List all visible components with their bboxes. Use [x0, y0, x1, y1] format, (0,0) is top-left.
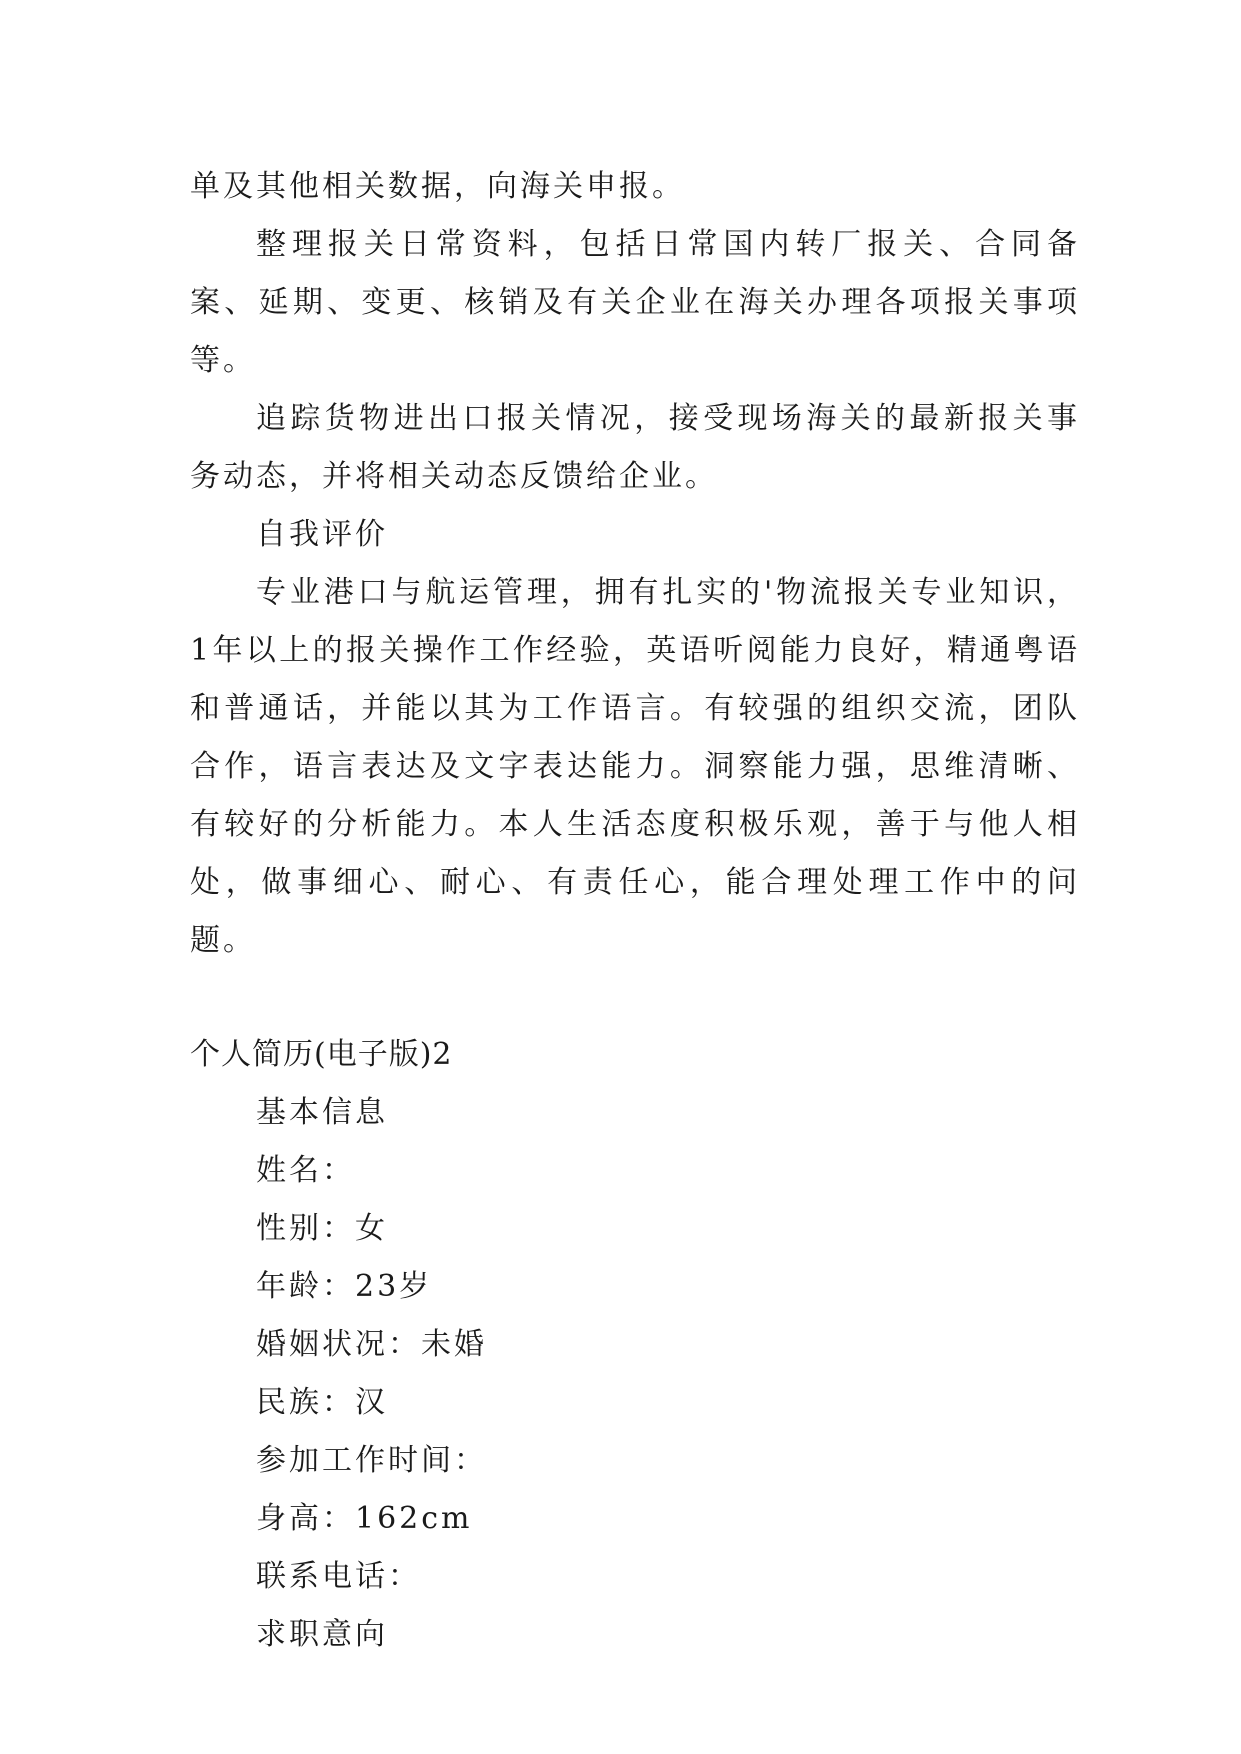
- paragraph-tracking: 追踪货物进出口报关情况，接受现场海关的最新报关事务动态，并将相关动态反馈给企业。: [190, 401, 1080, 494]
- paragraph-self-evaluation: 专业港口与航运管理，拥有扎实的'物流报关专业知识，1年以上的报关操作工作经验，英语听阅能力良好，精通粤语和普通话，并能以其为工作语言。有较强的组织交流，团队合作，语言表达及文字表达能力。洞察能力强，思维清晰、有较好的分析能力。本人生活态度积极乐观，善于与他人相处，做事细心、耐心、有责任心，能合理处理工作中的问题。: [190, 575, 1080, 958]
- field-ethnicity: 民族：汉: [256, 1385, 388, 1420]
- heading-basic-info: 基本信息: [256, 1095, 388, 1130]
- paragraph-customs-documents: 整理报关日常资料，包括日常国内转厂报关、合同备案、延期、变更、核销及有关企业在海关办理各项报关事项等。: [190, 227, 1080, 378]
- document-body: [190, 158, 1080, 1664]
- field-height: 身高：162cm: [256, 1501, 473, 1536]
- resume-title: 个人简历(电子版)2: [190, 1037, 453, 1072]
- heading-self-evaluation: 自我评价: [256, 517, 388, 552]
- section-spacer: [190, 970, 1080, 1026]
- heading-job-intention: 求职意向: [256, 1617, 388, 1652]
- field-name: 姓名：: [256, 1153, 355, 1188]
- field-work-start-time: 参加工作时间：: [256, 1443, 487, 1478]
- field-age: 年龄：23岁: [256, 1269, 433, 1304]
- field-gender: 性别：女: [256, 1211, 388, 1246]
- field-phone: 联系电话：: [256, 1559, 421, 1594]
- field-marital-status: 婚姻状况：未婚: [256, 1327, 487, 1362]
- paragraph-continuation: 单及其他相关数据，向海关申报。: [190, 169, 685, 204]
